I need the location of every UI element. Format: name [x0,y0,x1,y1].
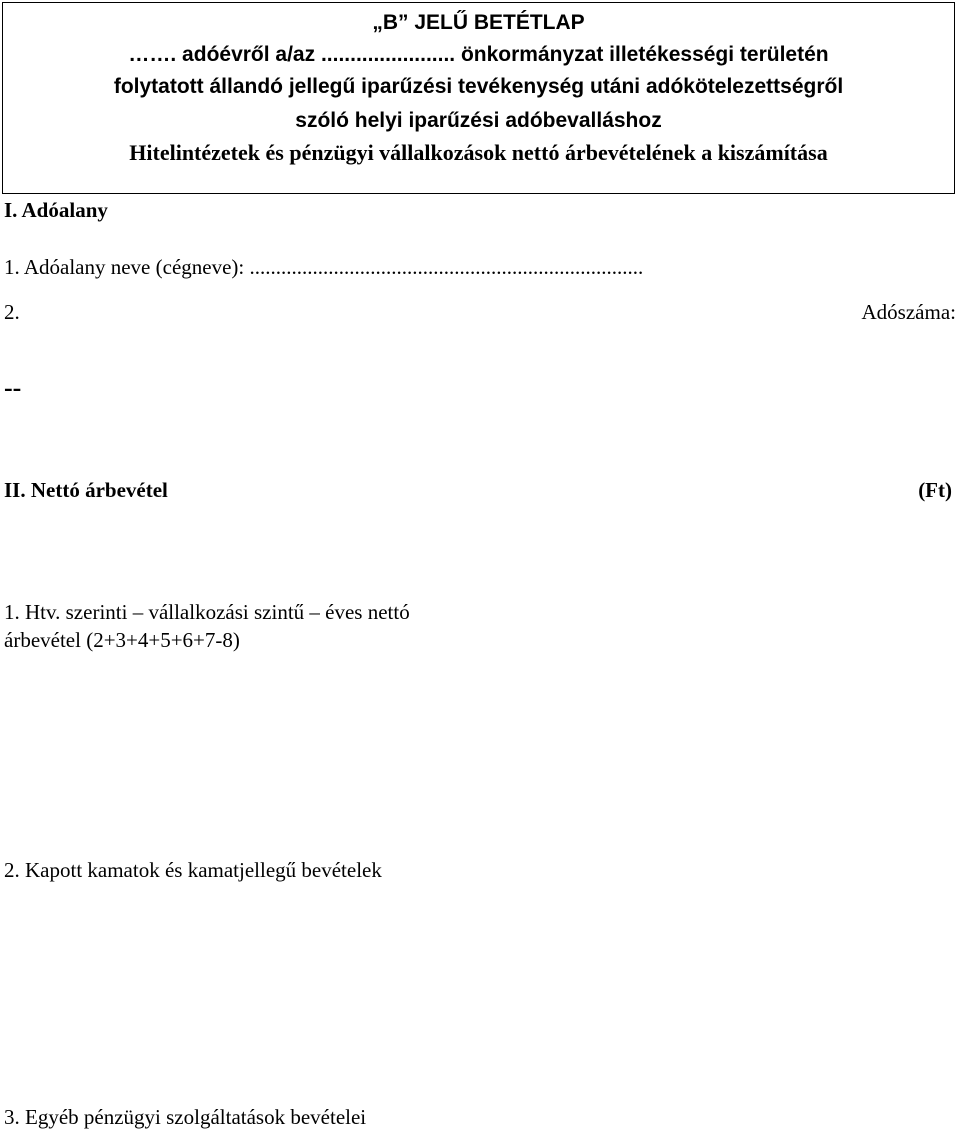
revenue-item-1-line-2: árbevétel (2+3+4+5+6+7-8) [4,628,240,652]
taxpayer-name-field[interactable]: 1. Adóalany neve (cégneve): ........................................................................... [4,255,644,279]
section-1-heading: I. Adóalany [4,198,108,222]
taxpayer-number-index: 2. [4,300,20,324]
revenue-item-2: 2. Kapott kamatok és kamatjellegű bevételek [4,858,382,882]
header-subtitle: Hitelintézetek és pénzügyi vállalkozások nettó árbevételének a kiszámítása [129,140,828,165]
taxpayer-number-field[interactable]: -- [4,373,22,402]
header-box [2,2,955,194]
header-return-line: szóló helyi iparűzési adóbevalláshoz [295,109,662,132]
header-activity-line: folytatott állandó jellegű iparűzési tevékenység utáni adókötelezettségről [113,75,844,98]
section-2-heading: II. Nettó árbevétel [4,478,168,502]
revenue-item-3: 3. Egyéb pénzügyi szolgáltatások bevételei [4,1105,367,1129]
revenue-item-1-line-1: 1. Htv. szerinti – vállalkozási szintű – éves nettó [4,600,410,624]
taxpayer-number-label: Adószáma: [861,300,956,324]
header-tax-year-line: ……. adóévről a/az ....................... önkormányzat illetékességi területén [128,43,829,66]
form-title: „B” JELŰ BETÉTLAP [372,11,585,34]
currency-unit: (Ft) [918,478,952,502]
